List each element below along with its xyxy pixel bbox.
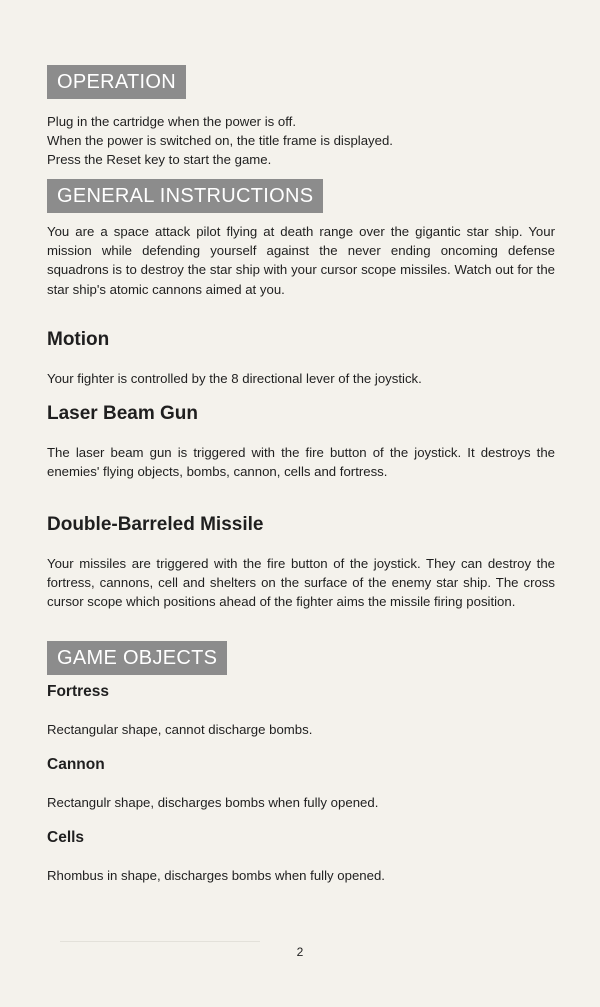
operation-heading: OPERATION — [47, 65, 186, 99]
cannon-text: Rectangulr shape, discharges bombs when fully opened. — [47, 795, 379, 810]
laser-beam-gun-heading: Laser Beam Gun — [47, 403, 198, 424]
game-objects-heading: GAME OBJECTS — [47, 641, 227, 675]
double-barreled-missile-heading: Double-Barreled Missile — [47, 514, 264, 535]
operation-line: Plug in the cartridge when the power is off. — [47, 114, 296, 129]
cells-text: Rhombus in shape, discharges bombs when fully opened. — [47, 868, 385, 883]
cannon-heading: Cannon — [47, 756, 105, 773]
cells-heading: Cells — [47, 829, 85, 846]
double-barreled-missile-text: Your missiles are triggered with the fire button of the joystick. They can destroy the fortress, cannons, cell and shelters on the surface of the enemy star ship. The cross cursor scope which positions ahead of the fighter aims the missile firing position. — [47, 556, 555, 610]
laser-beam-gun-text: The laser beam gun is triggered with the fire button of the joystick. It destroys the enemies' flying objects, bombs, cannon, cells and fortress. — [47, 445, 555, 480]
fortress-heading: Fortress — [47, 683, 110, 700]
operation-line: When the power is switched on, the title frame is displayed. — [47, 133, 393, 149]
motion-heading: Motion — [47, 329, 110, 350]
page-number: 2 — [296, 945, 304, 959]
general-instructions-text: You are a space attack pilot flying at death range over the gigantic star ship. Your mission while defending yourself against the never ending oncoming defense squadrons is to destroy the star ship with your cursor scope missiles. Watch out for the star ship's atomic cannons aimed at you. — [47, 224, 555, 297]
fortress-text: Rectangular shape, cannot discharge bombs. — [47, 722, 313, 737]
motion-text: Your fighter is controlled by the 8 directional lever of the joystick. — [47, 371, 422, 386]
footer-divider — [60, 941, 260, 942]
operation-line: Press the Reset key to start the game. — [47, 152, 272, 168]
general-instructions-heading: GENERAL INSTRUCTIONS — [47, 179, 323, 213]
operation-text — [47, 112, 555, 170]
